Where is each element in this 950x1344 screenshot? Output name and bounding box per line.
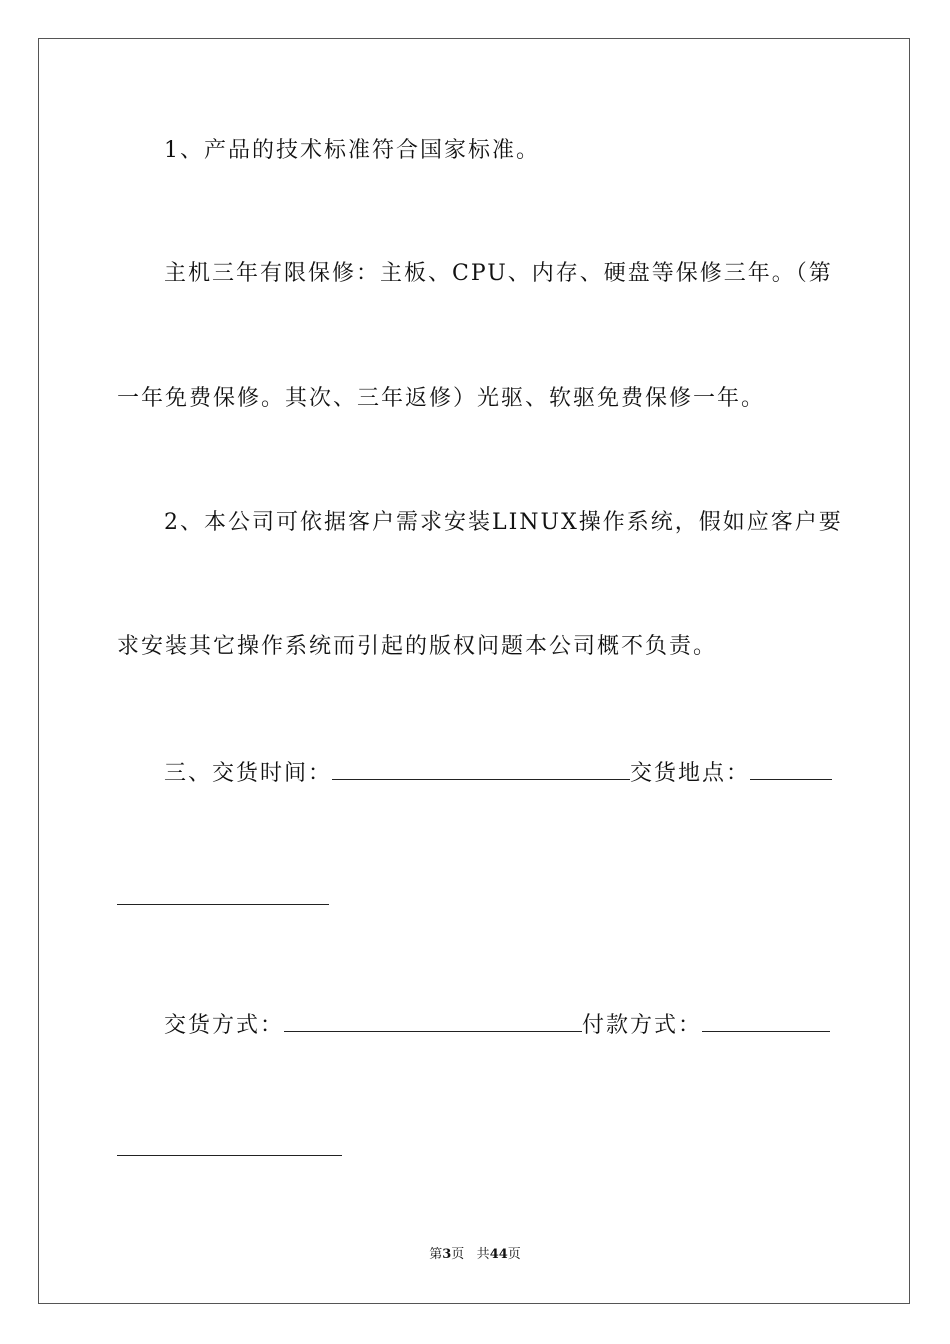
- page-suffix: 页: [451, 1247, 465, 1262]
- paragraph-warranty-line-1: 主机三年有限保修：主板、CPU、内存、硬盘等保修三年。（第: [164, 261, 833, 286]
- delivery-time-label: 三、交货时间：: [164, 761, 333, 786]
- paragraph-product-standard: 1、产品的技术标准符合国家标准。: [164, 138, 540, 163]
- delivery-time-blank[interactable]: [332, 757, 630, 780]
- paragraph-linux-line-1: 2、本公司可依据客户需求安装LINUX操作系统，假如应客户要: [164, 510, 843, 535]
- payment-method-blank-continued[interactable]: [117, 1155, 342, 1156]
- payment-method-label: 付款方式：: [582, 1013, 703, 1038]
- paragraph-linux-line-2: 求安装其它操作系统而引起的版权问题本公司概不负责。: [117, 634, 718, 659]
- page-footer: [0, 1246, 950, 1264]
- delivery-time-row: [0, 757, 950, 789]
- delivery-method-blank[interactable]: [284, 1009, 582, 1032]
- page-number: 3: [442, 1247, 452, 1262]
- page-prefix: 第: [429, 1247, 443, 1262]
- delivery-place-label: 交货地点：: [630, 761, 751, 786]
- total-suffix: 页: [507, 1247, 521, 1262]
- paragraph-warranty-line-2: 一年免费保修。其次、三年返修）光驱、软驱免费保修一年。: [117, 386, 766, 411]
- delivery-method-row: [0, 1009, 950, 1041]
- page-border: [38, 38, 910, 1304]
- delivery-method-label: 交货方式：: [164, 1013, 285, 1038]
- delivery-place-blank-continued[interactable]: [117, 904, 329, 905]
- delivery-place-blank[interactable]: [750, 757, 832, 780]
- total-prefix: 共: [476, 1247, 490, 1262]
- payment-method-blank[interactable]: [702, 1009, 830, 1032]
- total-pages: 44: [489, 1247, 508, 1262]
